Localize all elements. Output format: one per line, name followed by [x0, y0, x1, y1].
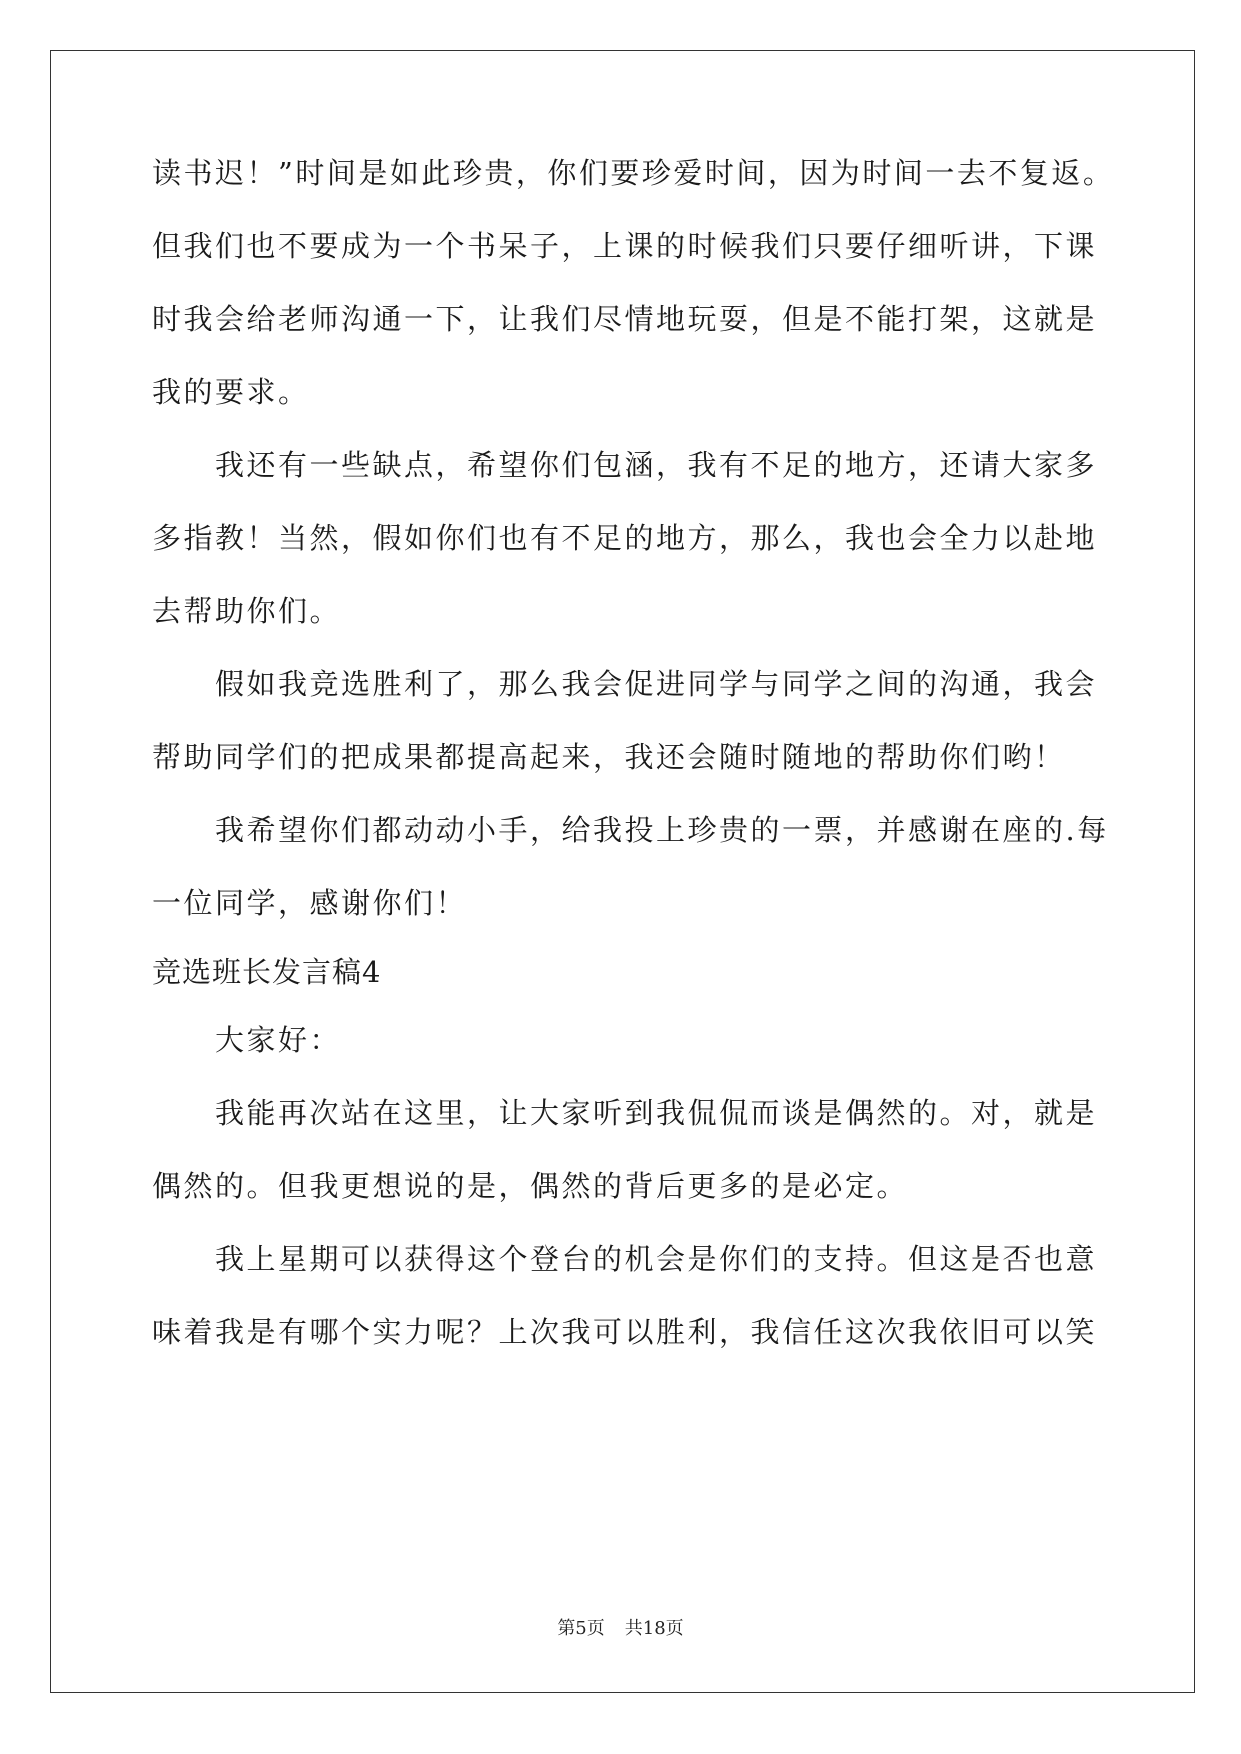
body-line: 一位同学，感谢你们！ [152, 886, 468, 920]
page-total: 共18页 [624, 1618, 684, 1639]
body-line: 帮助同学们的把成果都提高起来，我还会随时随地的帮助你们哟！ [152, 740, 1066, 774]
body-line: 大家好： [215, 1023, 342, 1057]
body-line: 但我们也不要成为一个书呆子，上课的时候我们只要仔细听讲，下课 [152, 229, 1098, 263]
page-border [50, 50, 1195, 1693]
body-line: 我上星期可以获得这个登台的机会是你们的支持。但这是否也意 [215, 1242, 1098, 1276]
page-footer [0, 1617, 1241, 1641]
body-line: 我希望你们都动动小手，给我投上珍贵的一票，并感谢在座的.每 [215, 813, 1109, 847]
body-line: 读书迟！”时间是如此珍贵，你们要珍爱时间，因为时间一去不复返。 [152, 156, 1115, 190]
body-line: 味着我是有哪个实力呢？上次我可以胜利，我信任这次我依旧可以笑 [152, 1315, 1098, 1349]
section-heading: 竞选班长发言稿4 [152, 955, 382, 989]
page-number: 第5页 [557, 1618, 605, 1639]
body-line: 我能再次站在这里，让大家听到我侃侃而谈是偶然的。对，就是 [215, 1096, 1098, 1130]
body-line: 假如我竞选胜利了，那么我会促进同学与同学之间的沟通，我会 [215, 667, 1098, 701]
body-line: 时我会给老师沟通一下，让我们尽情地玩耍，但是不能打架，这就是 [152, 302, 1098, 336]
body-line: 我还有一些缺点，希望你们包涵，我有不足的地方，还请大家多 [215, 448, 1098, 482]
body-line: 去帮助你们。 [152, 594, 342, 628]
body-line: 偶然的。但我更想说的是，偶然的背后更多的是必定。 [152, 1169, 909, 1203]
body-line: 我的要求。 [152, 375, 310, 409]
body-line: 多指教！当然，假如你们也有不足的地方，那么，我也会全力以赴地 [152, 521, 1098, 555]
